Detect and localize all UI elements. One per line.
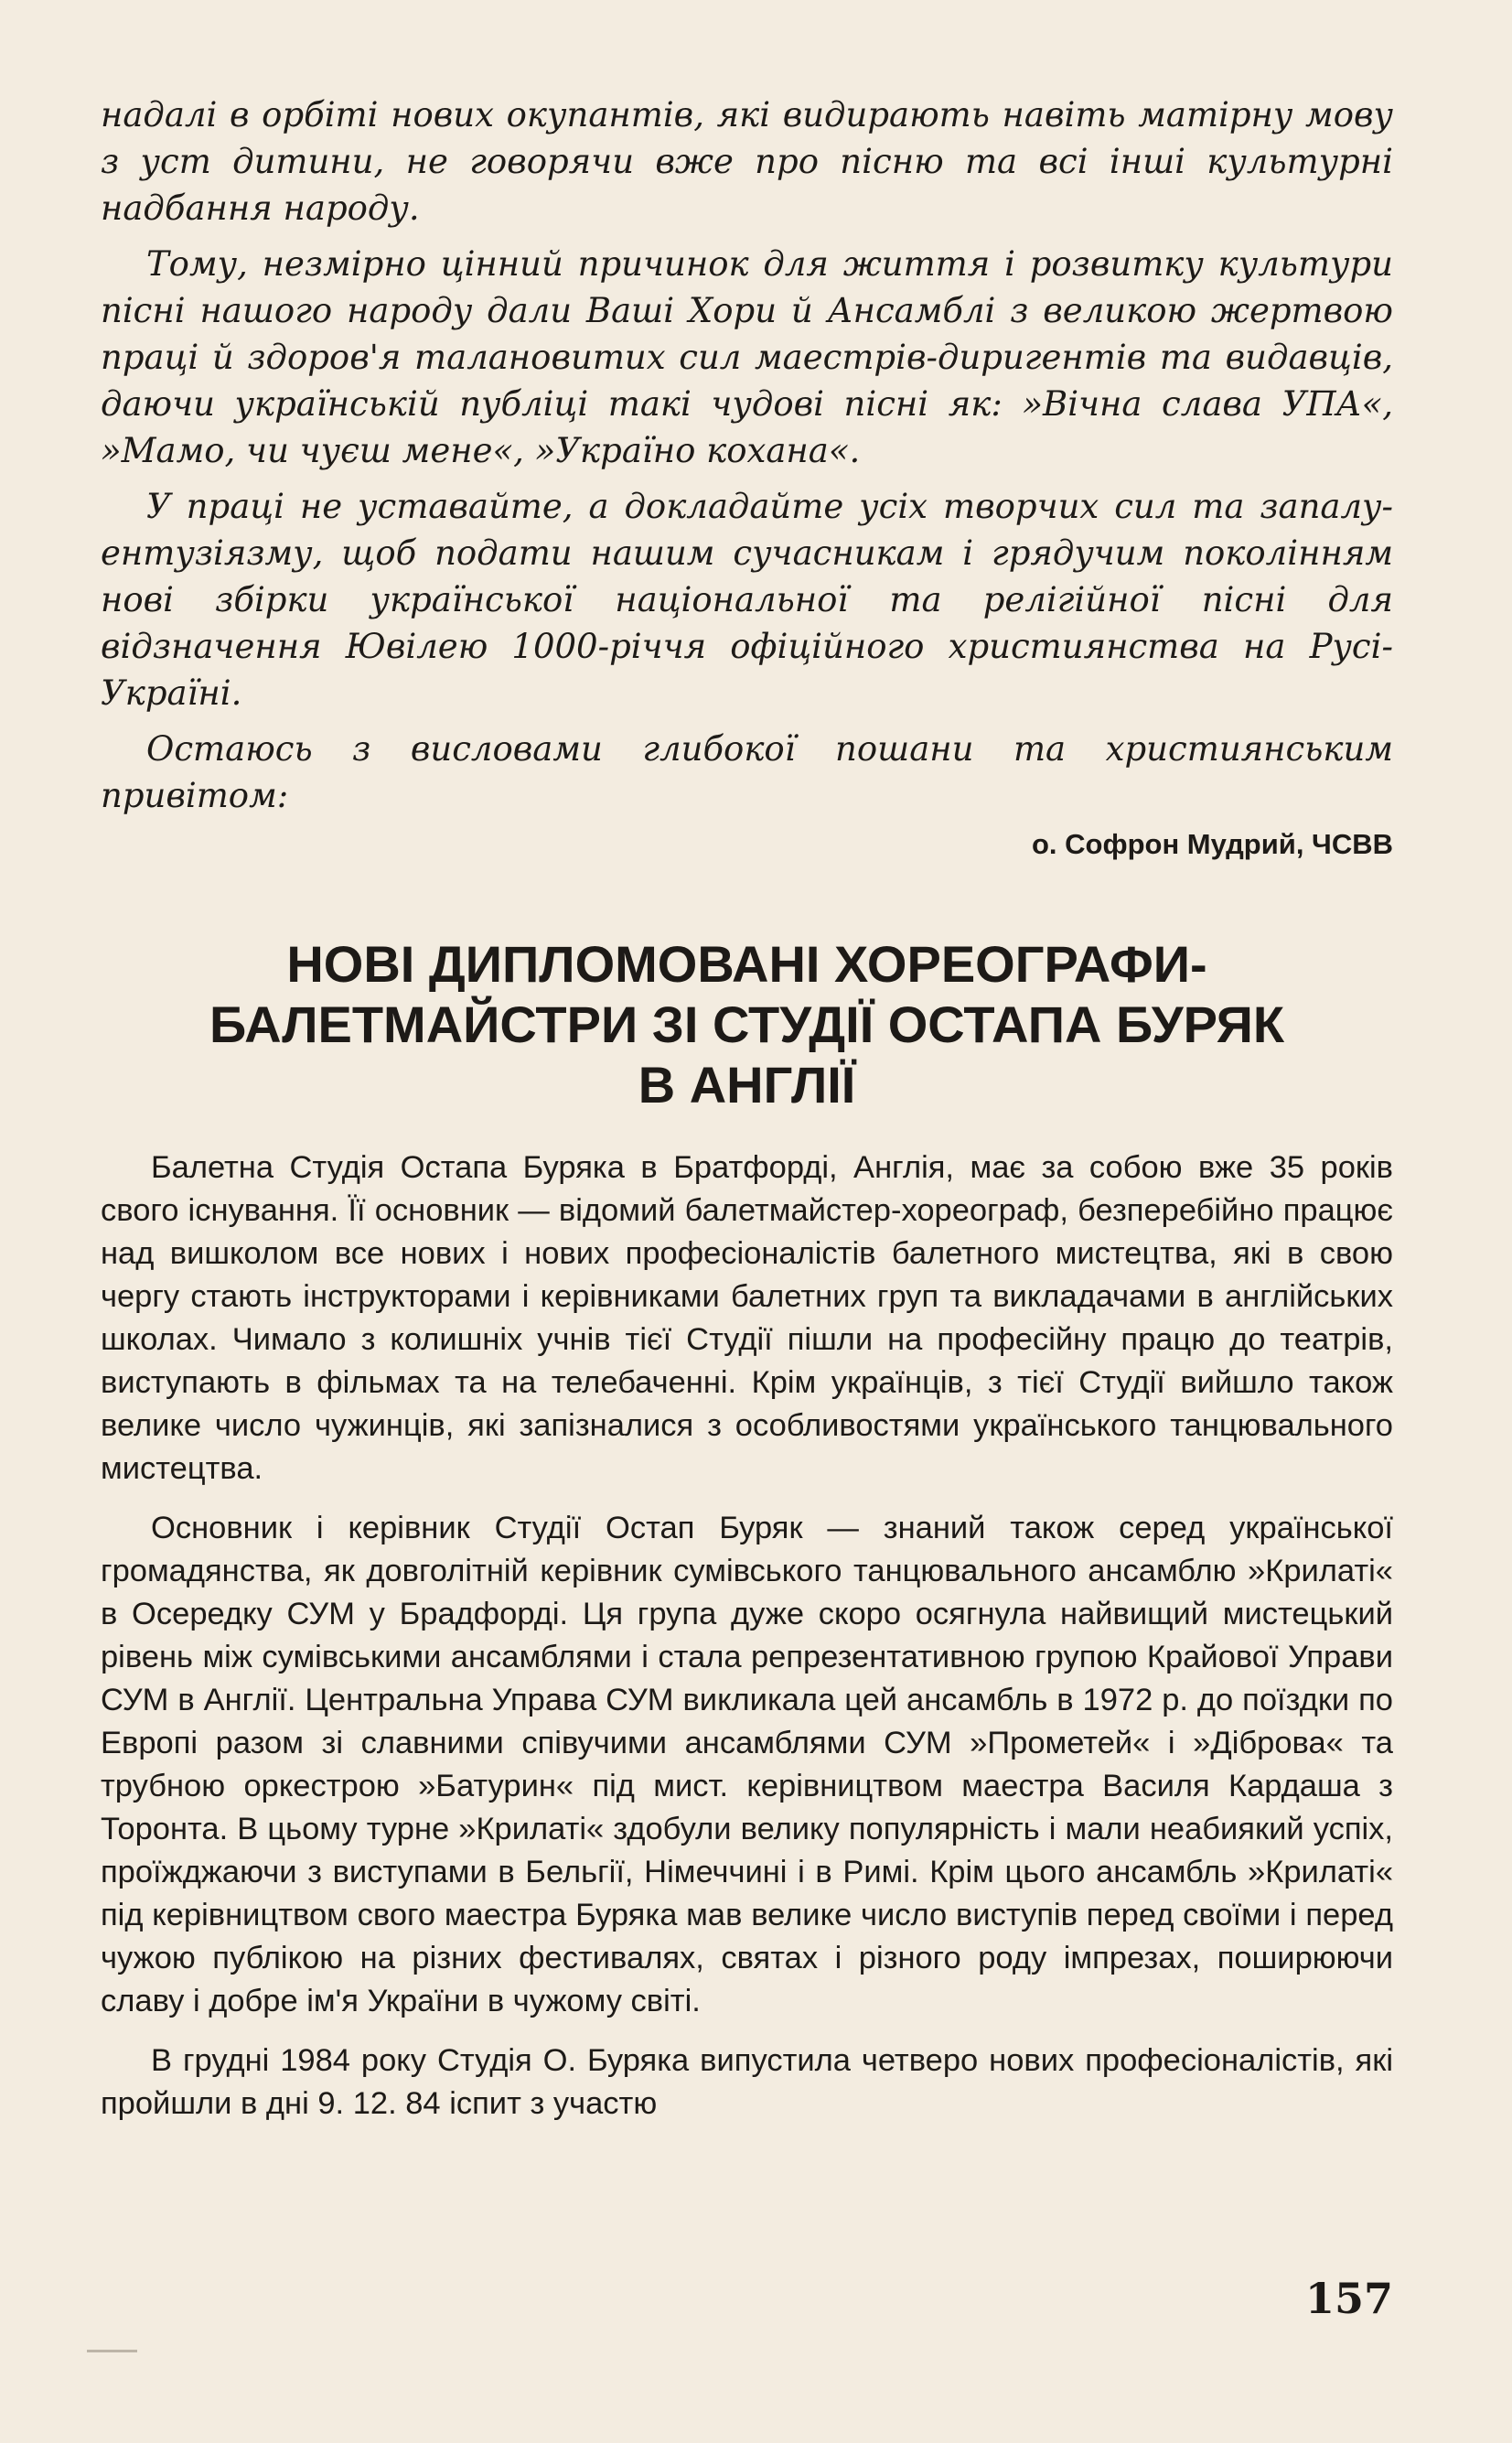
article-paragraph: Балетна Студія Остапа Буряка в Братфорді, Англія, має за собою вже 35 років свого існування. Її основник — відомий балетмайстер-хореограф, безперебійно працює над вишколом все нових і нових професіоналістів балетного мистецтва, які в свою чергу стають інструкторами і керівниками балетних груп та викладачами в англійських школах. Чимало з колишніх учнів тієї Студії пішли на професійну працю до театрів, виступають в фільмах та на телебаченні. Крім українців, з тієї Студії вийшло також велике число чужинців, які запізналися з особливостями українського танцювального мистецтва. xyxy=(101,1150,1393,1486)
article-body xyxy=(101,1146,1393,2126)
letter-paragraph: Тому, незмірно цінний причинок для життя і розвитку культури пісні нашого народу дали Ваші Хори й Ансамблі з великою жертвою праці й здоров'я талановитих сил маестрів-диригентів та видавців, даючи українській публіці такі чудові пісні як: »Вічна слава УПА«, »Мамо, чи чуєш мене«, »Україно кохана«. xyxy=(101,244,1393,470)
page-number: 157 xyxy=(1304,2274,1393,2323)
article-title-line: НОВІ ДИПЛОМОВАНІ ХОРЕОГРАФИ- xyxy=(286,935,1207,993)
letter-paragraph: У праці не уставайте, а докладайте усіх творчих сил та запалу-ентузіязму, щоб подати нашим сучасникам і грядучим поколінням нові збірки української національної та релігійної пісні для відзначення Ювілею 1000-річчя офіційного християнства на Русі-Україні. xyxy=(101,487,1393,713)
article-title-line: В АНГЛІЇ xyxy=(638,1056,856,1114)
letter-signature: о. Софрон Мудрий, ЧСВВ xyxy=(1031,828,1393,860)
article-paragraph: В грудні 1984 року Студія О. Буряка випустила четверо нових професіоналістів, які пройшли в дні 9. 12. 84 іспит з участю xyxy=(101,2043,1393,2121)
article-paragraph: Основник і керівник Студії Остап Буряк — знаний також серед української громадянства, як довголітній керівник сумівського танцювального ансамблю »Крилаті« в Осередку СУМ у Брадфорді. Ця група дуже скоро осягнула найвищий мистецький рівень між сумівськими ансамблями і стала репрезентативною групою Крайової Управи СУМ в Англії. Центральна Управа СУМ викликала цей ансамбль в 1972 р. до поїздки по Европі разом зі славними співучими ансамблями СУМ »Прометей« і »Діброва« та трубною оркестрою »Батурин« під мист. керівництвом маестра Василя Кардаша з Торонта. В цьому турне »Крилаті« здобули велику популярність і мали неабиякий успіх, проїжджаючи з виступами в Бельгії, Німеччині і в Римі. Крім цього ансамбль »Крилаті« під керівництвом свого маестра Буряка мав велике число виступів перед своїми і перед чужою публікою на різних фестивалях, святах і різного роду імпрезах, поширюючи славу і добре ім'я України в чужому світі. xyxy=(101,1511,1393,2018)
letter-closing: Остаюсь з висловами глибокої пошани та християнським привітом: xyxy=(101,729,1393,815)
letter-paragraph: надалі в орбіті нових окупантів, які видирають навіть матірну мову з уст дитини, не говорячи вже про пісню та всі інші культурні надбання народу. xyxy=(101,95,1393,228)
article-title-line: БАЛЕТМАЙСТРИ ЗІ СТУДІЇ ОСТАПА БУРЯК xyxy=(209,995,1285,1053)
article-title xyxy=(91,934,1402,1115)
letter-section xyxy=(101,91,1393,861)
footer-divider xyxy=(87,2350,137,2352)
